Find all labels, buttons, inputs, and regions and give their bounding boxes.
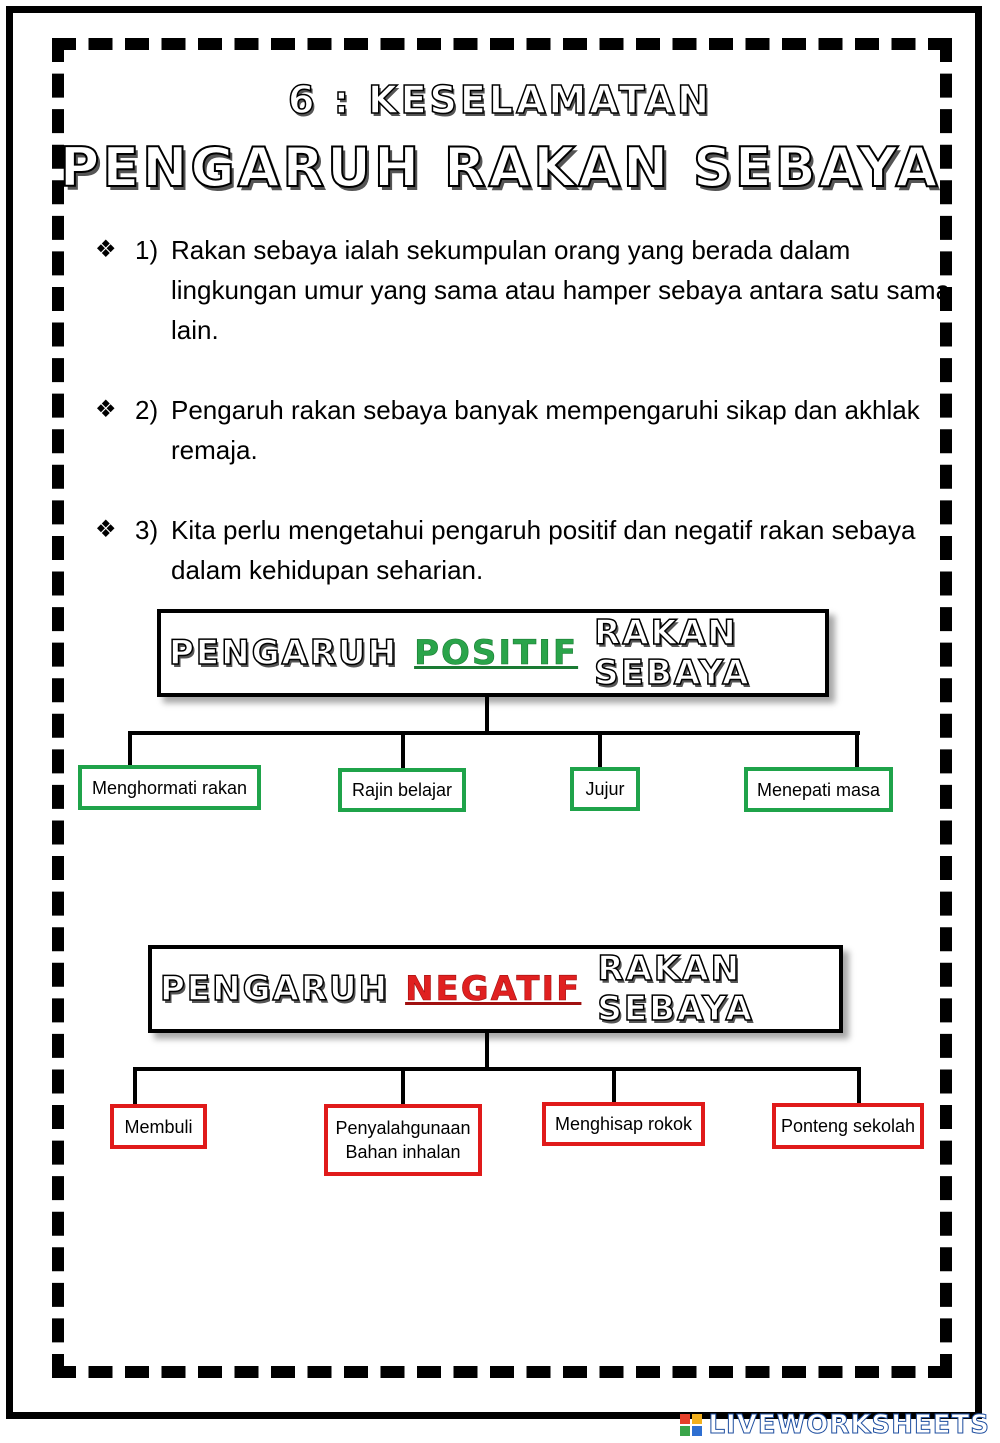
tree-connector	[133, 1067, 861, 1071]
point-number: 3)	[135, 515, 159, 545]
negative-item: Penyalahgunaan Bahan inhalan	[324, 1104, 482, 1176]
tree-connector	[128, 731, 860, 735]
watermark-text: LIVEWORKSHEETS	[708, 1410, 990, 1440]
tree-connector	[128, 731, 132, 767]
point-number: 2)	[135, 395, 159, 425]
point-text: Pengaruh rakan sebaya banyak mempengaruhi sikap dan akhlak remaja.	[171, 395, 920, 465]
watermark	[680, 1410, 990, 1440]
positive-heading-box	[157, 609, 829, 697]
liveworksheets-logo-icon	[680, 1414, 702, 1436]
negative-heading-prefix: PENGARUH	[160, 969, 390, 1009]
positive-heading-prefix: PENGARUH	[169, 633, 399, 673]
negative-heading-box	[148, 945, 843, 1033]
tree-connector	[855, 731, 859, 769]
positive-item: Menghormati rakan	[78, 765, 261, 810]
tree-connector	[612, 1067, 616, 1103]
negative-item: Ponteng sekolah	[772, 1103, 924, 1149]
tree-connector	[485, 697, 489, 733]
positive-item: Menepati masa	[744, 767, 893, 812]
positive-heading-keyword: POSITIF	[414, 633, 579, 673]
point-number: 1)	[135, 235, 159, 265]
negative-heading-keyword: NEGATIF	[405, 969, 582, 1009]
diamond-bullet-icon: ❖	[95, 396, 117, 423]
negative-heading-suffix: RAKAN SEBAYA	[597, 949, 754, 1029]
negative-item: Membuli	[110, 1104, 207, 1149]
point-2	[95, 390, 955, 470]
positive-item: Jujur	[570, 767, 640, 811]
diamond-bullet-icon: ❖	[95, 236, 117, 263]
tree-connector	[401, 731, 405, 769]
negative-item: Menghisap rokok	[542, 1102, 705, 1146]
point-3	[95, 510, 955, 590]
point-text: Kita perlu mengetahui pengaruh positif dan negatif rakan sebaya dalam kehidupan seharian.	[171, 515, 916, 585]
tree-connector	[401, 1067, 405, 1105]
unit-title: 6 : KESELAMATAN	[288, 78, 712, 122]
tree-connector	[598, 731, 602, 769]
positive-heading-suffix: RAKAN SEBAYA	[594, 613, 751, 693]
positive-item: Rajin belajar	[338, 768, 466, 812]
point-text: Rakan sebaya ialah sekumpulan orang yang berada dalam lingkungan umur yang sama atau hamper sebaya antara satu sama lain.	[171, 235, 951, 345]
tree-connector	[133, 1067, 137, 1105]
tree-connector	[485, 1033, 489, 1069]
tree-connector	[857, 1067, 861, 1105]
diamond-bullet-icon: ❖	[95, 516, 117, 543]
page-title: PENGARUH RAKAN SEBAYA	[59, 136, 941, 199]
point-1	[95, 230, 955, 350]
